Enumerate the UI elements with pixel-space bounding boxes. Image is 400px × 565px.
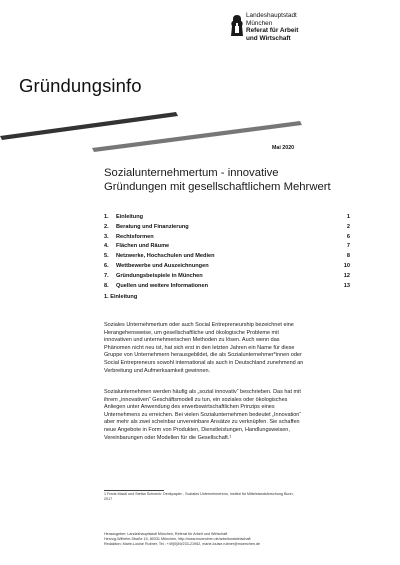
publisher-info: [104, 532, 260, 547]
headline-line: Sozialunternehmertum - innovative: [104, 167, 279, 179]
toc-number: 5.: [104, 253, 109, 260]
toc-title: Einleitung: [116, 214, 144, 220]
body-paragraph: [104, 322, 356, 375]
toc-title: Flächen und Räume: [116, 243, 170, 250]
toc-entry[interactable]: [104, 262, 350, 272]
footnote: [104, 492, 354, 502]
toc-title: Wettbewerbe und Auszeichnungen: [116, 262, 209, 269]
toc-number: 2.: [104, 223, 109, 230]
paragraph-line: Verbreitung und Aufmerksamkeit gewinnen.: [104, 367, 211, 374]
toc-entry[interactable]: [104, 252, 350, 262]
paragraph-line: neue Angebote in Form von Produkten, Dienstleistungen, Handlungsweisen,: [104, 426, 290, 433]
toc-number: 1.: [104, 214, 109, 220]
org-line: München: [246, 19, 273, 27]
toc-entry[interactable]: [104, 242, 350, 252]
footnote-line: 2017: [104, 497, 113, 501]
paragraph-line: Phänomen nicht neu ist, hat sich erst in den letzten Jahren ein Name für diese: [104, 344, 295, 351]
org-line: Landeshauptstadt: [246, 12, 297, 19]
body-paragraph: [104, 389, 356, 442]
stripe-grey: [92, 121, 302, 152]
paragraph-line: Herangehensweise, um gesellschaftliche und ökologische Probleme mit: [104, 329, 279, 336]
toc-entry[interactable]: [104, 233, 350, 243]
toc-title: Beratung und Finanzierung: [116, 223, 189, 230]
footnote-divider: [104, 490, 164, 491]
paragraph-line: Gruppe von Unternehmern herausgebildet, die als Sozialunternehmer*innen oder: [104, 352, 302, 359]
toc-number: 8.: [104, 282, 109, 289]
toc-page: 12: [343, 272, 350, 279]
toc-page: 8: [346, 253, 350, 260]
paragraph-line: innovativen und unternehmerischen Methoden zu lösen. Auch wenn das: [104, 337, 280, 344]
organization-name: [246, 12, 298, 42]
paragraph-line: Social Entrepreneurs sowohl international als auch in Deutschland zunehmend an: [104, 359, 304, 366]
toc-title: Gründungsbeispiele in München: [116, 272, 203, 279]
toc-page: 10: [343, 262, 350, 269]
toc-number: 7.: [104, 272, 109, 279]
paragraph-line: ihrem „innovativen“ Geschäftsmodell zu tun, ein soziales oder ökologisches: [104, 396, 288, 403]
org-line: Referat für Arbeit: [246, 27, 299, 35]
toc-entry[interactable]: [104, 272, 350, 282]
toc-entry[interactable]: [104, 223, 350, 233]
publisher-line: Herausgeber: Landeshauptstadt München, Referat für Arbeit und Wirtschaft: [104, 532, 228, 536]
document-date: Mai 2020: [272, 145, 295, 151]
toc-page: 2: [346, 223, 350, 230]
publisher-line: Herzog-Wilhelm-Straße 15, 80331 München, http://www.muenchen.de/arbeitundwirtschaft: [104, 536, 251, 541]
paragraph-line: Vereinbarungen oder Modellen für die Gesellschaft.¹: [104, 434, 232, 441]
publisher-line: Redaktion: Marie-Louise Rubner, Tel.: +49(0)89/233-21952, marie-louise.rubner@muenchen.de: [104, 541, 261, 546]
paragraph-line: aber mehr als zwei scheinbar unvereinbare Ansätze zu verknüpfen. Sie schaffen: [104, 419, 300, 426]
toc-number: 6.: [104, 262, 109, 269]
toc-title: Rechtsformen: [116, 233, 154, 240]
toc-number: 4.: [104, 243, 109, 250]
document-headline: [104, 167, 331, 194]
decorative-stripes: [0, 108, 400, 168]
org-line: und Wirtschaft: [246, 34, 291, 42]
table-of-contents: [104, 213, 350, 291]
paragraph-line: Anliegen unter Anwendung des erwerbswirtschaftlichen Prinzips eines: [104, 404, 275, 411]
toc-title: Quellen und weitere Informationen: [116, 282, 208, 289]
toc-number: 3.: [104, 233, 109, 240]
stripe-dark: [0, 112, 178, 140]
paragraph-line: Sozialunternehmen werden häufig als „sozial innovativ“ beschrieben. Das hat mit: [104, 389, 301, 395]
toc-entry[interactable]: [104, 282, 350, 292]
paragraph-line: Soziales Unternehmertum oder auch Social Entrepreneurship bezeichnet eine: [104, 322, 294, 328]
headline-line: Gründungen mit gesellschaftlichem Mehrwert: [104, 180, 331, 193]
toc-page: 1: [346, 214, 350, 220]
document-title: Gründungsinfo: [19, 75, 142, 96]
section-heading: 1. Einleitung: [104, 294, 138, 300]
footnote-line: 1 Frank Maaß und Stefan Schneck: Denkpapier - Soziales Unternehmertum, Institut für Mittelstandsforschung Bonn,: [104, 492, 294, 496]
toc-title: Netzwerke, Hochschulen und Medien: [116, 253, 215, 260]
toc-page: 13: [343, 282, 350, 289]
toc-page: 6: [346, 233, 350, 240]
toc-page: 7: [346, 243, 350, 250]
toc-entry[interactable]: [104, 213, 350, 223]
paragraph-line: Unternehmens zu erreichen. Bei vielen Sozialunternehmen bedeutet „Innovation“: [104, 411, 302, 418]
